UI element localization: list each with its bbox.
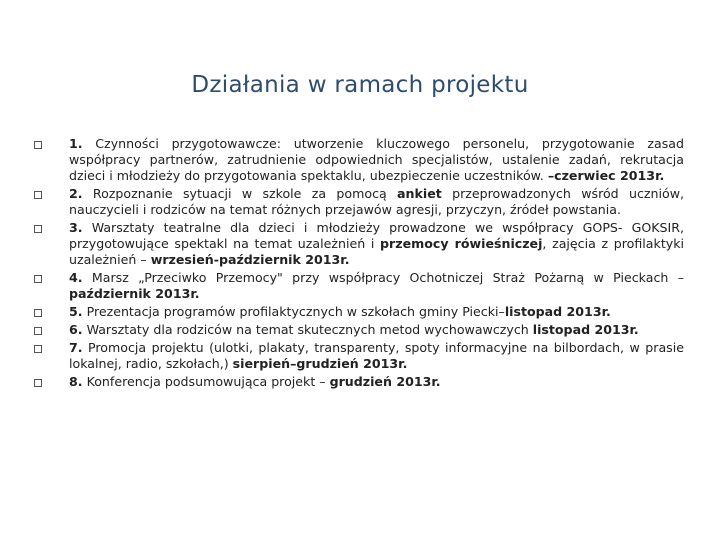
item-number: 2. xyxy=(69,186,83,201)
square-bullet-icon xyxy=(34,309,42,317)
item-text: Konferencja podsumowująca projekt – xyxy=(82,374,330,389)
item-date: –czerwiec 2013r. xyxy=(547,168,665,183)
item-text: Marsz „Przeciwko Przemocy" przy współpracy Ochotniczej Straż Pożarną w Pieckach – xyxy=(82,270,684,285)
slide-title: Działania w ramach projektu xyxy=(191,72,529,98)
item-number: 7. xyxy=(69,340,83,355)
item-date: listopad 2013r. xyxy=(504,304,611,319)
item-date: październik 2013r. xyxy=(69,286,200,301)
item-date: sierpień–grudzień 2013r. xyxy=(232,356,408,371)
list-item-3 xyxy=(34,220,684,268)
item-date: wrzesień-październik 2013r. xyxy=(150,252,350,267)
list-item-1 xyxy=(34,136,684,184)
item-number: 4. xyxy=(69,270,83,285)
square-bullet-icon xyxy=(34,379,42,387)
item-text: Warsztaty teatralne dla dzieci i młodzieży prowadzone we współpracy GOPS- GOKSIR, przygotowujące spektakl na temat uzależnień i xyxy=(69,220,684,251)
square-bullet-icon xyxy=(34,345,42,353)
item-text: , zajęcia z profilaktyki uzależnień – xyxy=(69,236,684,267)
square-bullet-icon xyxy=(34,327,42,335)
item-date: listopad 2013r. xyxy=(532,322,639,337)
item-text: Prezentacja programów profilaktycznych w szkołach gminy Piecki– xyxy=(82,304,505,319)
item-number: 6. xyxy=(69,322,83,337)
square-bullet-icon xyxy=(34,141,42,149)
item-date: grudzień 2013r. xyxy=(329,374,441,389)
list-item-8 xyxy=(34,374,684,390)
item-number: 3. xyxy=(69,220,83,235)
list-item-5 xyxy=(34,304,684,320)
item-number: 8. xyxy=(69,374,83,389)
item-text: Czynności przygotowawcze: utworzenie kluczowego personelu, przygotowanie zasad współpracy partnerów, zatrudnienie odpowiednich specjalistów, ustalenie zadań, rekrutacja dzieci i młodzieży do przygotowania spektaklu, ubezpieczenie uczestników. xyxy=(69,136,684,183)
list-item-4 xyxy=(34,270,684,302)
square-bullet-icon xyxy=(34,191,42,199)
item-highlight: ankiet xyxy=(397,186,442,201)
item-text: Warsztaty dla rodziców na temat skutecznych metod wychowawczych xyxy=(82,322,533,337)
list-item-2 xyxy=(34,186,684,218)
square-bullet-icon xyxy=(34,275,42,283)
item-number: 1. xyxy=(69,136,83,151)
item-text: Rozpoznanie sytuacji w szkole za pomocą xyxy=(82,186,398,201)
item-highlight: przemocy rówieśniczej xyxy=(380,236,543,251)
square-bullet-icon xyxy=(34,225,42,233)
list-item-6 xyxy=(34,322,684,338)
item-text: przeprowadzonych wśród uczniów, nauczycieli i rodziców na temat różnych przejawów agresji, przyczyn, źródeł powstania. xyxy=(69,186,684,217)
item-text: Promocja projektu (ulotki, plakaty, transparenty, spoty informacyjne na bilbordach, w prasie lokalnej, radio, szkołach,) xyxy=(69,340,684,371)
activity-list xyxy=(34,136,684,392)
list-item-7 xyxy=(34,340,684,372)
item-number: 5. xyxy=(69,304,83,319)
